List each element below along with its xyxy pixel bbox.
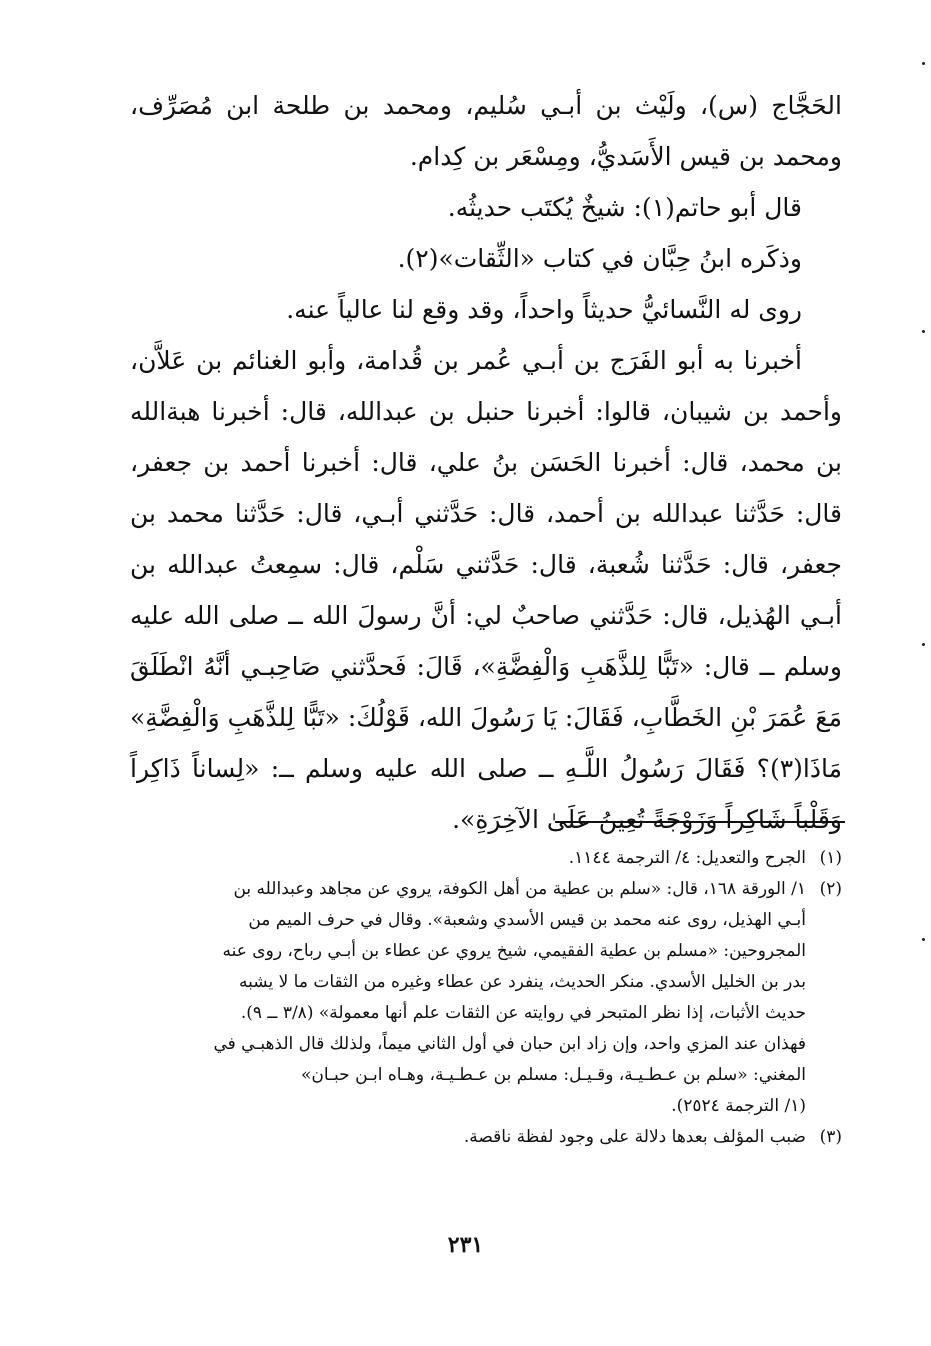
scan-edge-mark (922, 330, 925, 333)
footnote-line: الجرح والتعديل: ٤/ الترجمة ١١٤٤. (568, 848, 806, 868)
footnote-line: المغني: «سلم بن عـطـيـة، وقـيـل: مسلم بن عـطـيـة، وهـاه ابـن حبـان» (301, 1065, 806, 1085)
paragraph-ibn-hibban: وذكَره ابنُ حِبَّان في كتاب «الثِّقات»(٢). (397, 244, 802, 273)
paragraph-abu-hatim: قال أبو حاتم(١): شيخٌ يُكتَب حديثُه. (447, 193, 802, 222)
scan-edge-mark (922, 62, 925, 65)
footnote-number: (٣) (819, 1127, 842, 1147)
page-number: ٢٣١ (447, 1232, 484, 1258)
footnotes (130, 843, 842, 1153)
footnote-body (130, 1122, 806, 1153)
paragraph-nasai: روى له النَّسائيُّ حديثاً واحداً، وقد وقع لنا عالياً عنه. (286, 295, 802, 324)
footnote-line: أبـي الهذيل، روى عنه محمد بن قيس الأسدي وشعبة». وقال في حرف الميم من (248, 910, 806, 930)
paragraph-narrators: الحَجَّاج (س)، ولَيْث بن أبـي سُليم، ومحمد بن طلحة ابن مُصَرِّف، ومحمد بن قيس الأَسَديُّ، ومِسْعَر بن كِدام. (130, 91, 842, 171)
footnote-line: ١/ الورقة ١٦٨، قال: «سلم بن عطية من أهل الكوفة، يروي عن مجاهد وعبدالله بن (233, 879, 806, 899)
footnote-line: ضبب المؤلف بعدها دلالة على وجود لفظة ناقصة. (463, 1127, 806, 1147)
footnote-2 (130, 874, 842, 1122)
footnote-3 (130, 1122, 842, 1153)
footnote-number: (١) (819, 848, 842, 868)
footnote-line: (١/ الترجمة ٢٥٢٤). (671, 1096, 806, 1116)
footnote-line: حديث الأثبات، إذا نظر المتبحر في روايته عن الثقات علم أنها معمولة» (٣/٨ ــ ٩). (240, 1003, 806, 1023)
scan-edge-mark (922, 938, 925, 941)
footnote-divider (555, 821, 845, 823)
footnote-line: فهذان عند المزي واحد، وإن زاد ابن حبان في أول الثاني ميماً، ولذلك قال الذهبـي في (213, 1034, 806, 1054)
scan-edge-mark (922, 643, 925, 646)
footnote-body (130, 874, 806, 1122)
footnote-body (130, 843, 806, 874)
footnote-line: بدر بن الخليل الأسدي. منكر الحديث، ينفرد عن عطاء وغيره من الثقات ما لا يشبه (239, 972, 806, 992)
main-text (130, 80, 842, 845)
paragraph-hadith-isnad: أخبرنا به أبو الفَرَج بن أبـي عُمر بن قُدامة، وأبو الغنائم بن عَلاَّن، وأحمد بن شيبان، قالوا: أخبرنا حنبل بن عبدالله، قال: أخبرنا هبةالله بن محمد، قال: أخبرنا الحَسَن بنُ علي، قال: أخبرنا أحمد بن جعفر، قال: حَدَّثنا عبدالله بن أحمد، قال: حَدَّثني أبـي، قال: حَدَّثنا محمد بن جعفر، قال: حَدَّثنا شُعبة، قال: حَدَّثني سَلْم، قال: سمِعتُ عبدالله بن أبـي الهُذيل، قال: حَدَّثني صاحبٌ لي: أنَّ رسولَ الله ــ صلى الله عليه وسلم ــ قال: «تَبًّا لِلذَّهَبِ وَالْفِضَّةِ»، قَالَ: فَحدَّثني صَاحِبـي أنَّهُ انْطَلَقَ مَعَ عُمَرَ بْنِ الخَطَّابِ، فَقَالَ: يَا رَسُولَ الله، قَوْلُكَ: «تَبًّا لِلذَّهَبِ وَالْفِضَّةِ» مَاذَا(٣)؟ فَقَالَ رَسُولُ اللَّـهِ ــ صلى الله عليه وسلم ــ: «لِساناً ذَاكِراً وَقَلْباً شَاكِراً وَزَوْجَةً تُعِينُ عَلَىٰ الآخِرَةِ». (130, 346, 842, 834)
footnote-line: المجروحين: «مسلم بن عطية الفقيمي، شيخ يروي عن عطاء بن أبـي رباح، روى عنه (222, 941, 806, 961)
footnote-1 (130, 843, 842, 874)
footnote-number: (٢) (819, 879, 842, 899)
